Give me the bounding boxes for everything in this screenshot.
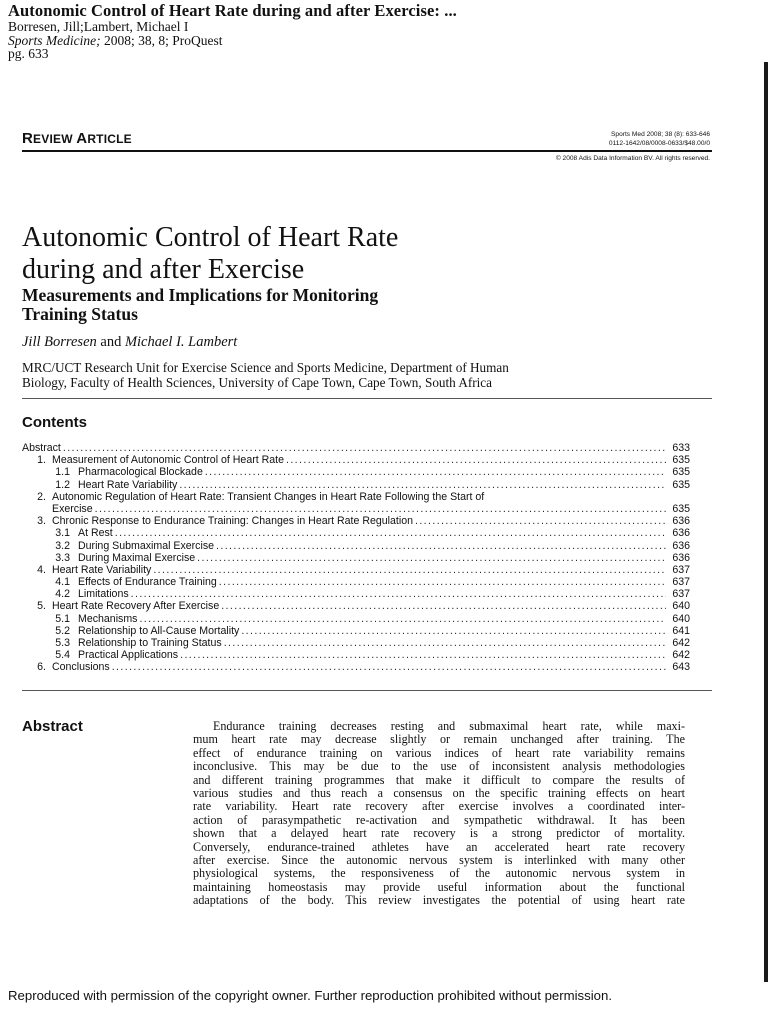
toc-entry [22, 649, 690, 661]
toc-entry-title: Conclusions [52, 661, 110, 674]
toc-leader-dots [217, 576, 666, 588]
toc-entry-page: 636 [672, 515, 690, 528]
toc-entry [22, 466, 690, 478]
toc-entry-title: Chronic Response to Endurance Training: Changes in Heart Rate Regulation [52, 515, 413, 528]
toc-entry [22, 503, 690, 515]
toc-entry-title: Autonomic Regulation of Heart Rate: Transient Changes in Heart Rate Following the Start of [52, 490, 485, 503]
toc-entry-title: Measurement of Autonomic Control of Heart Rate [52, 454, 284, 467]
toc-entry [22, 661, 690, 673]
toc-entry [22, 491, 690, 503]
toc-entry-page: 640 [672, 600, 690, 613]
toc-entry-number: 1.2 [55, 478, 70, 491]
journal-copyright: © 2008 Adis Data Information BV. All rights reserved. [555, 155, 710, 162]
article-authors: Jill Borresen and Michael I. Lambert [22, 334, 238, 350]
abstract-line: shown that a delayed heart rate recovery is a strong predictor of mortality. [193, 826, 685, 841]
toc-entry-page: 635 [672, 478, 690, 491]
toc-entry-number: 3.2 [55, 539, 70, 552]
toc-entry-title: Exercise [52, 502, 93, 515]
toc-entry-page: 641 [672, 624, 690, 637]
citation-page: pg. 633 [8, 46, 49, 61]
toc-entry-title: Heart Rate Variability [52, 563, 152, 576]
toc-entry-number: 3.1 [55, 527, 70, 540]
article-title: Autonomic Control of Heart Rate during and after Exercise [22, 222, 399, 285]
citation-authors: Borresen, Jill;Lambert, Michael I [8, 19, 189, 34]
toc-leader-dots [129, 588, 666, 600]
toc-entry-page: 636 [672, 539, 690, 552]
citation-issue: 2008; 38, 8; ProQuest [100, 33, 223, 48]
toc-entry-number: 4.1 [55, 576, 70, 589]
toc-entry-number: 5.3 [55, 637, 70, 649]
toc-entry-number: 5.1 [55, 612, 70, 625]
toc-entry [22, 527, 690, 539]
toc-entry-number: 3.3 [55, 551, 70, 564]
toc-entry [22, 625, 690, 637]
toc-leader-dots [239, 625, 666, 637]
toc-entry-page: 643 [672, 661, 690, 674]
journal-info-line2: 0112-1642/08/0008-0633/$48.00/0 [608, 140, 710, 147]
abstract-line: various studies and thus reach a consensus on the specific training effects on heart [193, 786, 685, 801]
toc-entry [22, 588, 690, 600]
toc-leader-dots [222, 637, 666, 649]
toc-entry [22, 540, 690, 552]
abstract-line: mum heart rate may decrease slightly or remain unchanged after training. The [193, 732, 685, 747]
toc-entry-page: 635 [672, 454, 690, 467]
citation-title: Autonomic Control of Heart Rate during and after Exercise: ... [8, 1, 457, 20]
toc-entry-title: During Maximal Exercise [78, 551, 196, 564]
abstract-line: effect of endurance training on various indices of heart rate variability remains [193, 745, 685, 760]
abstract-line: rate variability. Heart rate recovery after exercise involves a coordinated inter- [193, 799, 685, 814]
toc-entry-page: 640 [672, 612, 690, 625]
abstract-line: and different training programmes that make it difficult to compare the results of [193, 772, 685, 787]
toc-entry-page: 637 [672, 563, 690, 576]
abstract-heading: Abstract [22, 718, 83, 735]
toc-leader-dots [137, 613, 666, 625]
permission-footer: Reproduced with permission of the copyright owner. Further reproduction prohibited without permission. [8, 988, 613, 1003]
toc-entry-page: 635 [672, 466, 690, 479]
toc-leader-dots [195, 552, 666, 564]
toc-entry-title: Relationship to All-Cause Mortality [78, 624, 240, 637]
toc-entry-page: 633 [672, 442, 690, 454]
contents-top-rule [22, 398, 712, 399]
header-rule [22, 150, 712, 152]
toc-entry-number: 1. [37, 454, 46, 467]
abstract-line: physiological systems, the responsiveness of the autonomic nervous system in [193, 866, 685, 881]
toc-leader-dots [113, 527, 666, 539]
toc-entry [22, 552, 690, 564]
toc-leader-dots [61, 442, 666, 454]
toc-entry [22, 564, 690, 576]
abstract-line: adaptations of the body. This review investigates the potential of using heart rate [193, 893, 685, 908]
toc-entry-title: At Rest [78, 527, 113, 540]
toc-entry-number: 4. [37, 563, 46, 576]
toc-entry [22, 454, 690, 466]
toc-entry-number: 5. [37, 600, 46, 613]
toc-entry-number: 6. [37, 661, 46, 674]
author-2: Michael I. Lambert [124, 334, 238, 350]
abstract-line: Conversely, endurance-trained athletes have an accelerated heart rate recovery [193, 839, 685, 854]
toc-leader-dots [203, 466, 666, 478]
toc-entry-title: Heart Rate Variability [78, 478, 178, 491]
abstract-line: action of parasympathetic re-activation and sympathetic withdrawal. It has been [193, 812, 685, 827]
toc-leader-dots [214, 540, 666, 552]
toc-entry-number: 5.2 [55, 624, 70, 637]
toc-entry-title: Abstract [22, 442, 61, 454]
toc-leader-dots [413, 515, 666, 527]
toc-entry-title: Heart Rate Recovery After Exercise [52, 600, 220, 613]
toc-entry-page: 637 [672, 588, 690, 601]
affiliation: MRC/UCT Research Unit for Exercise Science and Sports Medicine, Department of Human Biology, Faculty of Health Sciences, University of Cape Town, Cape Town, South Africa [22, 360, 509, 390]
toc-entry-number: 3. [37, 515, 46, 528]
toc-entry [22, 479, 690, 491]
toc-leader-dots [178, 649, 666, 661]
abstract-text [193, 720, 685, 908]
toc-entry-title: During Submaximal Exercise [78, 539, 215, 552]
toc-leader-dots [151, 564, 666, 576]
contents-bottom-rule [22, 690, 712, 691]
toc-entry-number: 5.4 [55, 649, 70, 662]
article-type-label: REVIEW ARTICLE [22, 130, 132, 147]
toc-entry-title: Mechanisms [78, 612, 138, 625]
journal-info-line1: Sports Med 2008; 38 (8): 633-646 [611, 131, 710, 138]
toc-entry-title: Practical Applications [78, 649, 179, 662]
toc-leader-dots [177, 479, 666, 491]
abstract-line: Endurance training decreases resting and submaximal heart rate, while maxi- [213, 719, 685, 733]
toc-entry-number: 1.1 [55, 466, 70, 479]
table-of-contents [22, 442, 690, 674]
toc-leader-dots [284, 454, 666, 466]
toc-entry-number: 2. [37, 490, 46, 503]
toc-entry-page: 642 [672, 637, 690, 649]
toc-leader-dots [110, 661, 666, 673]
toc-entry-page: 642 [672, 649, 690, 662]
toc-leader-dots [93, 503, 666, 515]
toc-entry [22, 600, 690, 612]
article-subtitle: Measurements and Implications for Monitoring Training Status [22, 285, 379, 324]
toc-entry-page: 636 [672, 527, 690, 540]
abstract-line: inconclusive. This may be due to the use of inconsistent analysis methodologies [193, 759, 685, 774]
toc-entry-title: Relationship to Training Status [78, 637, 222, 649]
toc-entry [22, 576, 690, 588]
abstract-line: maintaining homeostasis may provide useful information about the functional [193, 879, 685, 894]
toc-entry-number: 4.2 [55, 588, 70, 601]
abstract-line: after exercise. Since the autonomic nervous system is interlinked with many other [193, 853, 685, 868]
toc-entry-page: 636 [672, 551, 690, 564]
toc-entry-title: Limitations [78, 588, 129, 601]
author-1: Jill Borresen [22, 334, 97, 350]
toc-entry [22, 442, 690, 454]
toc-entry [22, 637, 690, 649]
contents-heading: Contents [22, 414, 87, 431]
toc-entry [22, 515, 690, 527]
toc-entry-page: 637 [672, 576, 690, 589]
toc-entry-page: 635 [672, 502, 690, 515]
toc-entry-title: Pharmacological Blockade [78, 466, 203, 479]
scan-edge-bar [764, 62, 768, 982]
toc-entry [22, 613, 690, 625]
toc-entry-title: Effects of Endurance Training [78, 576, 217, 589]
toc-leader-dots [219, 600, 666, 612]
citation-journal: Sports Medicine; [8, 33, 101, 48]
